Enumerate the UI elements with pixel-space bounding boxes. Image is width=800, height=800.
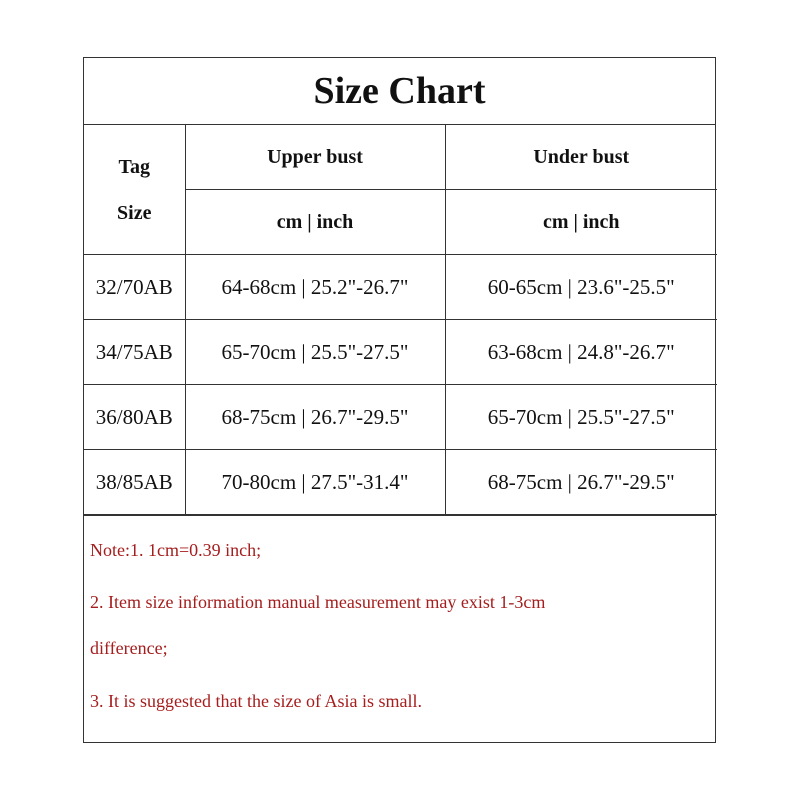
tag-size-label-line2: Size (117, 201, 152, 224)
under-bust-unit: cm | inch (445, 190, 717, 255)
chart-title: Size Chart (84, 58, 715, 125)
tag-size-cell: 32/70AB (84, 255, 185, 320)
table-row (84, 320, 717, 385)
under-bust-header: Under bust (445, 125, 717, 190)
upper-bust-header: Upper bust (185, 125, 445, 190)
upper-bust-cell: 65-70cm | 25.5"-27.5" (185, 320, 445, 385)
tag-size-cell: 34/75AB (84, 320, 185, 385)
note-line-1: Note:1. 1cm=0.39 inch; (90, 540, 262, 560)
note-line-3: difference; (90, 638, 168, 658)
upper-bust-unit: cm | inch (185, 190, 445, 255)
note-line-2: 2. Item size information manual measurement may exist 1-3cm (90, 592, 546, 612)
tag-size-cell: 38/85AB (84, 450, 185, 515)
notes-section (84, 515, 715, 742)
tag-size-label-line1: Tag (118, 155, 150, 178)
under-bust-cell: 65-70cm | 25.5"-27.5" (445, 385, 717, 450)
upper-bust-cell: 68-75cm | 26.7"-29.5" (185, 385, 445, 450)
upper-bust-cell: 70-80cm | 27.5"-31.4" (185, 450, 445, 515)
tag-size-cell: 36/80AB (84, 385, 185, 450)
size-chart-frame (83, 57, 716, 743)
header-row (84, 125, 717, 190)
table-row (84, 385, 717, 450)
table-row (84, 255, 717, 320)
table-row (84, 450, 717, 515)
tag-size-header (84, 125, 185, 255)
upper-bust-cell: 64-68cm | 25.2"-26.7" (185, 255, 445, 320)
under-bust-cell: 63-68cm | 24.8"-26.7" (445, 320, 717, 385)
under-bust-cell: 68-75cm | 26.7"-29.5" (445, 450, 717, 515)
size-table (84, 125, 717, 515)
under-bust-cell: 60-65cm | 23.6"-25.5" (445, 255, 717, 320)
note-line-4: 3. It is suggested that the size of Asia is small. (90, 691, 422, 711)
